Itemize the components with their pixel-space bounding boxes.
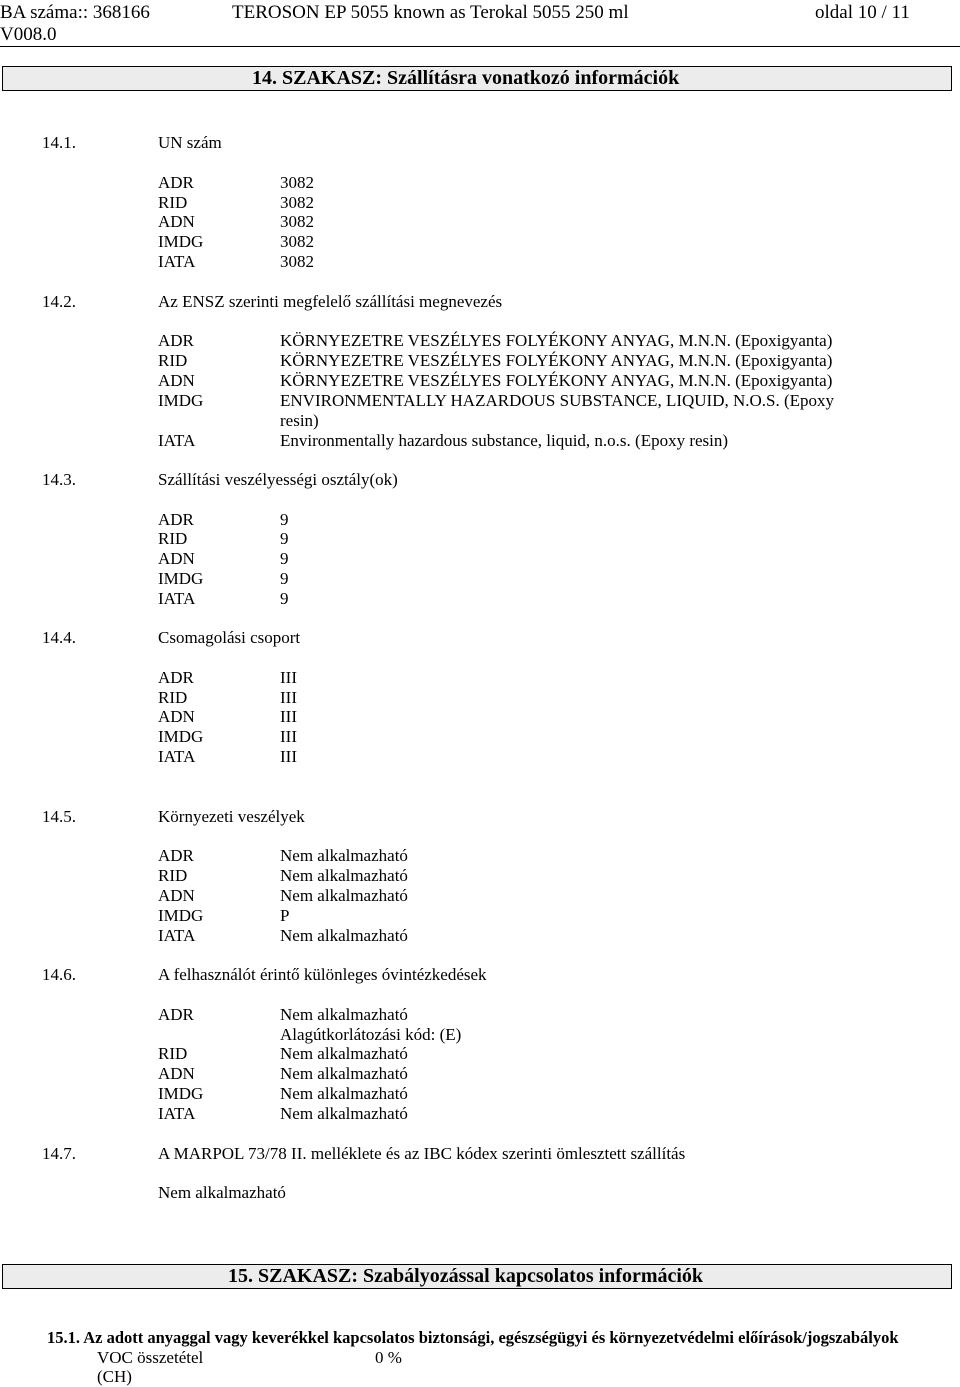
row-label: RID bbox=[158, 866, 188, 885]
row-value: Nem alkalmazható bbox=[280, 1064, 408, 1083]
ba-number: BA száma:: 368166 bbox=[0, 2, 150, 23]
section-14-title: 14. SZAKASZ: Szállításra vonatkozó információk bbox=[252, 67, 680, 89]
row-value: Nem alkalmazható bbox=[280, 1044, 408, 1063]
row-label: ADN bbox=[158, 886, 195, 905]
page-number: oldal 10 / 11 bbox=[815, 2, 910, 23]
voc-label: VOC összetétel bbox=[97, 1348, 204, 1367]
row-label: IATA bbox=[158, 431, 196, 450]
row-value: P bbox=[280, 906, 290, 925]
row-label: ADN bbox=[158, 371, 195, 390]
row-value: Nem alkalmazható bbox=[280, 846, 408, 865]
row-value: 9 bbox=[280, 529, 289, 548]
row-label: IMDG bbox=[158, 569, 204, 588]
row-value: III bbox=[280, 707, 297, 726]
subsection-14-1-number: 14.1. bbox=[42, 133, 76, 152]
subsection-14-4-title: Csomagolási csoport bbox=[158, 628, 301, 647]
row-value: KÖRNYEZETRE VESZÉLYES FOLYÉKONY ANYAG, M.N.N. (Epoxigyanta) bbox=[280, 331, 833, 350]
row-value: ENVIRONMENTALLY HAZARDOUS SUBSTANCE, LIQUID, N.O.S. (Epoxy resin) bbox=[280, 391, 835, 430]
row-label: IATA bbox=[158, 747, 196, 766]
row-label: RID bbox=[158, 351, 188, 370]
row-value: 9 bbox=[280, 510, 289, 529]
row-label: RID bbox=[158, 193, 188, 212]
subsection-14-5-number: 14.5. bbox=[42, 807, 76, 826]
voc-value: 0 % bbox=[375, 1348, 402, 1367]
row-value: III bbox=[280, 747, 297, 766]
row-value: Nem alkalmazható bbox=[280, 1084, 408, 1103]
row-value: Nem alkalmazható bbox=[280, 926, 408, 945]
row-value: 3082 bbox=[280, 232, 314, 251]
row-label: IMDG bbox=[158, 391, 204, 410]
subsection-15-1-title: 15.1. Az adott anyaggal vagy keverékkel kapcsolatos biztonsági, egészségügyi és környezetvédelmi előírások/jogszabályok bbox=[47, 1328, 899, 1347]
row-value: 9 bbox=[280, 549, 289, 568]
row-label: ADR bbox=[158, 173, 194, 192]
subsection-14-3-title: Szállítási veszélyességi osztály(ok) bbox=[158, 470, 398, 489]
row-value: KÖRNYEZETRE VESZÉLYES FOLYÉKONY ANYAG, M.N.N. (Epoxigyanta) bbox=[280, 351, 833, 370]
row-value: 3082 bbox=[280, 212, 314, 231]
subsection-14-6-number: 14.6. bbox=[42, 965, 76, 984]
row-label: IMDG bbox=[158, 232, 204, 251]
row-value: III bbox=[280, 668, 297, 687]
row-value: Nem alkalmazható bbox=[280, 1104, 408, 1123]
subsection-14-1-title: UN szám bbox=[158, 133, 222, 152]
subsection-14-7-number: 14.7. bbox=[42, 1144, 76, 1163]
subsection-14-5-title: Környezeti veszélyek bbox=[158, 807, 305, 826]
row-value: 9 bbox=[280, 569, 289, 588]
subsection-14-3-number: 14.3. bbox=[42, 470, 76, 489]
row-value: Environmentally hazardous substance, liquid, n.o.s. (Epoxy resin) bbox=[280, 431, 729, 450]
row-label: ADR bbox=[158, 510, 194, 529]
row-label: ADR bbox=[158, 846, 194, 865]
subsection-14-4-number: 14.4. bbox=[42, 628, 76, 647]
subsection-14-6-title: A felhasználót érintő különleges óvintézkedések bbox=[158, 965, 487, 984]
row-label: ADR bbox=[158, 331, 194, 350]
row-label: ADR bbox=[158, 1005, 194, 1024]
row-label: ADN bbox=[158, 549, 195, 568]
row-label: IATA bbox=[158, 589, 196, 608]
row-value: 9 bbox=[280, 589, 289, 608]
row-label: ADR bbox=[158, 668, 194, 687]
row-value: Nem alkalmazható bbox=[280, 1005, 408, 1024]
row-label: RID bbox=[158, 529, 188, 548]
row-value: III bbox=[280, 688, 297, 707]
row-label: ADN bbox=[158, 1064, 195, 1083]
row-label: IMDG bbox=[158, 727, 204, 746]
row-label: RID bbox=[158, 1044, 188, 1063]
row-label: ADN bbox=[158, 212, 195, 231]
row-label: RID bbox=[158, 688, 188, 707]
row-label: IATA bbox=[158, 926, 196, 945]
subsection-14-2-number: 14.2. bbox=[42, 292, 76, 311]
row-value: Nem alkalmazható bbox=[280, 886, 408, 905]
row-value: Nem alkalmazható bbox=[280, 866, 408, 885]
header-divider bbox=[0, 46, 960, 47]
row-label: IATA bbox=[158, 252, 196, 271]
row-label: IMDG bbox=[158, 906, 204, 925]
row-label: IATA bbox=[158, 1104, 196, 1123]
tunnel-code: Alagútkorlátozási kód: (E) bbox=[280, 1025, 462, 1044]
row-value: III bbox=[280, 727, 297, 746]
subsection-14-7-title: A MARPOL 73/78 II. melléklete és az IBC kódex szerinti ömlesztett szállítás bbox=[158, 1144, 686, 1163]
row-value: 3082 bbox=[280, 173, 314, 192]
version: V008.0 bbox=[0, 24, 57, 45]
row-label: ADN bbox=[158, 707, 195, 726]
section-15-title: 15. SZAKASZ: Szabályozással kapcsolatos információk bbox=[228, 1265, 704, 1287]
row-value: 3082 bbox=[280, 193, 314, 212]
subsection-14-2-title: Az ENSZ szerinti megfelelő szállítási megnevezés bbox=[158, 292, 503, 311]
bulk-transport-value: Nem alkalmazható bbox=[158, 1183, 286, 1202]
row-value: 3082 bbox=[280, 252, 314, 271]
row-value: KÖRNYEZETRE VESZÉLYES FOLYÉKONY ANYAG, M.N.N. (Epoxigyanta) bbox=[280, 371, 833, 390]
row-label: IMDG bbox=[158, 1084, 204, 1103]
product-name: TEROSON EP 5055 known as Terokal 5055 250 ml bbox=[232, 2, 629, 23]
voc-region: (CH) bbox=[97, 1367, 132, 1386]
